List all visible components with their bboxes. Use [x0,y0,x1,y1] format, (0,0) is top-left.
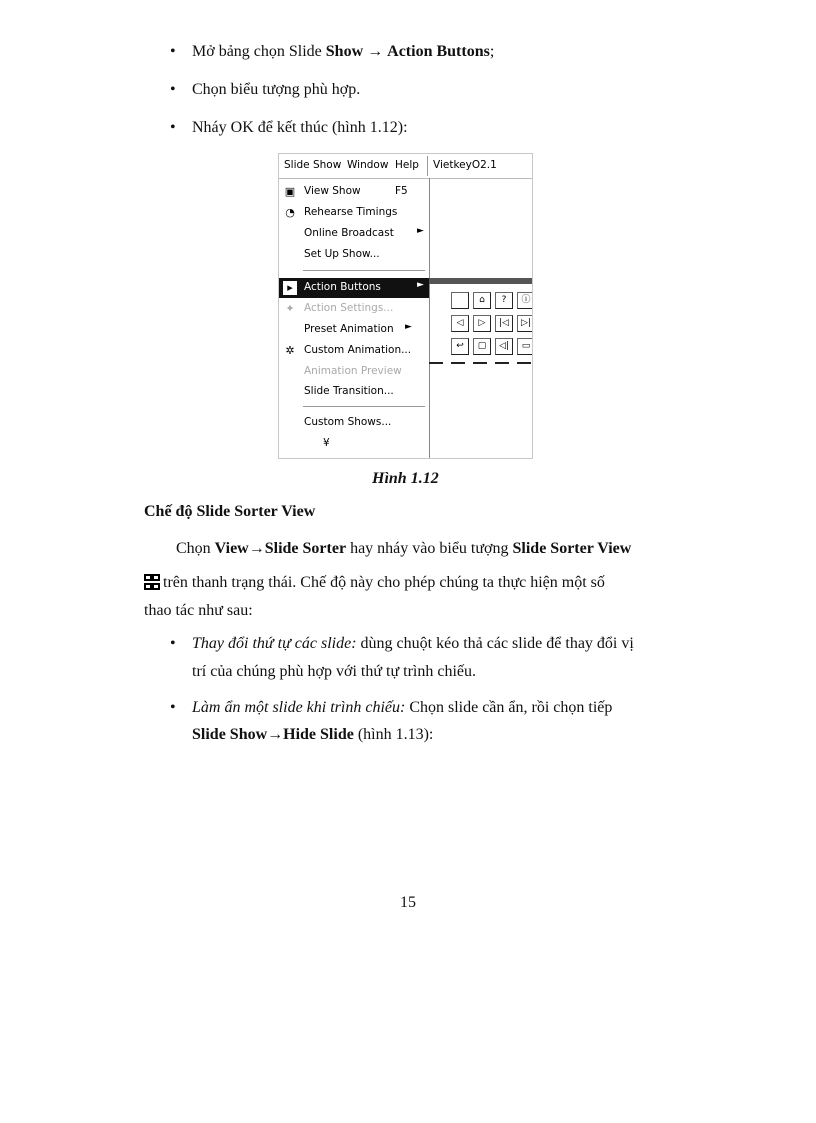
bullet-bold: Show [325,43,364,60]
menu-item-set-up-show[interactable] [279,245,429,265]
menu-item-custom-shows[interactable] [279,413,429,433]
bullet-item-3 [170,116,408,140]
bullet-dot: • [170,43,176,60]
submenu-title-bar [429,278,532,284]
rehearse-timings-icon: ◔ [285,206,295,219]
action-button-return[interactable]: ↩ [451,338,469,355]
bullet-dot: • [170,81,176,98]
menu-item-label: Preset Animation [304,323,394,335]
menu-screenshot [278,153,533,459]
bullet-text: dùng chuột kéo thả các slide để thay đổi vị [356,635,634,652]
menu-item-label: Online Broadcast [304,227,394,239]
bullet-bold: Slide Show→Hide Slide [192,726,354,743]
bullet-italic: Làm ẩn một slide khi trình chiếu: [192,699,406,716]
action-button-beginning[interactable]: |◁ [495,315,513,332]
slide-sorter-icon [144,574,160,590]
submenu-arrow-icon: ► [405,322,412,332]
bullet-dot: • [170,119,176,136]
menu-shortcut: F5 [395,185,408,197]
custom-animation-icon: ✲ [285,344,295,357]
menu-item-action-buttons[interactable] [279,278,429,298]
para-text: Chọn [176,540,215,557]
menu-separator [303,406,425,407]
section-heading: Chế độ Slide Sorter View [144,503,316,520]
paragraph-line-2 [144,571,605,595]
para-text: trên thanh trạng thái. Chế độ này cho phép chúng ta thực hiện một số [163,574,605,591]
bullet-dot: • [170,699,176,716]
menu-item-animation-preview [279,362,429,382]
menu-item-label: Animation Preview [304,365,402,377]
page-number: 15 [400,894,416,911]
menu-item-custom-animation[interactable] [279,341,429,361]
bullet-text: ; [489,43,495,60]
menu-vietkey[interactable]: VietkeyO2.1 [433,159,497,171]
chevron-down-icon: ¥ [323,437,330,449]
submenu-bottom-edge [429,362,532,364]
bullet-dot: • [170,635,176,652]
bullet-italic: Thay đổi thứ tự các slide: [192,635,357,652]
menu-window[interactable]: Window [347,159,389,171]
arrow-text: → [363,43,388,60]
bullet-bold: Action Buttons [387,43,490,60]
menu-slide-show[interactable]: Slide Show [284,159,342,171]
view-show-icon: ▣ [284,185,296,198]
bullet-item-hide [170,696,613,720]
para-text: hay nháy vào biểu tượng [346,540,513,557]
para-bold: Slide Sorter View [512,540,632,557]
para-bold: View→Slide Sorter [214,540,347,557]
menu-expand-chevron[interactable] [279,434,429,454]
paragraph-line-3: thao tác như sau: [144,602,253,619]
menu-item-label: Set Up Show... [304,248,380,260]
bullet-text: Chọn biểu tượng phù hợp. [192,81,361,98]
action-settings-icon: ✦ [285,302,295,315]
menu-item-action-settings [279,299,429,319]
bullet-item-1 [170,40,495,64]
slide-show-menu [279,178,430,458]
menu-item-label: View Show [304,185,361,197]
bullet-item-reorder [170,632,634,656]
bullet-text: Nháy OK để kết thúc (hình 1.12): [192,119,408,136]
action-button-home[interactable]: ⌂ [473,292,491,309]
action-button-sound[interactable]: ◁| [495,338,513,355]
menu-help[interactable]: Help [395,159,419,171]
menubar-divider [427,156,428,176]
menu-item-label: Custom Animation... [304,344,412,356]
menu-item-slide-transition[interactable] [279,382,429,402]
menu-bar [279,154,532,179]
bullet-text: Mở bảng chọn Slide [192,43,326,60]
bullet-item-2 [170,78,361,102]
menu-item-label: Custom Shows... [304,416,392,428]
bullet-continuation: trí của chúng phù hợp với thứ tự trình chiếu. [192,663,476,680]
action-button-information[interactable]: ⓘ [517,292,533,309]
action-button-end[interactable]: ▷| [517,315,533,332]
action-button-forward[interactable]: ▷ [473,315,491,332]
menu-item-rehearse-timings[interactable] [279,203,429,223]
action-button-custom[interactable] [451,292,469,309]
menu-item-view-show[interactable] [279,182,429,202]
bullet-text: (hình 1.13): [353,726,434,743]
action-buttons-submenu [429,278,532,364]
menu-separator [303,270,425,271]
paragraph-line-1 [176,537,631,561]
submenu-arrow-icon: ► [417,226,424,236]
menu-item-label: Action Settings... [304,302,394,314]
menu-item-preset-animation[interactable] [279,320,429,340]
menu-item-label: Action Buttons [304,281,381,293]
action-button-help[interactable]: ? [495,292,513,309]
action-button-movie[interactable]: ▭ [517,338,533,355]
figure-caption: Hình 1.12 [372,470,439,487]
action-button-document[interactable]: ▢ [473,338,491,355]
bullet-text: Chọn slide cần ẩn, rồi chọn tiếp [405,699,613,716]
action-button-back[interactable]: ◁ [451,315,469,332]
menu-item-online-broadcast[interactable] [279,224,429,244]
action-buttons-icon: ▸ [283,281,297,295]
submenu-arrow-icon: ► [417,280,424,290]
menu-item-label: Slide Transition... [304,385,394,397]
bullet-continuation [192,723,433,747]
menu-item-label: Rehearse Timings [304,206,398,218]
